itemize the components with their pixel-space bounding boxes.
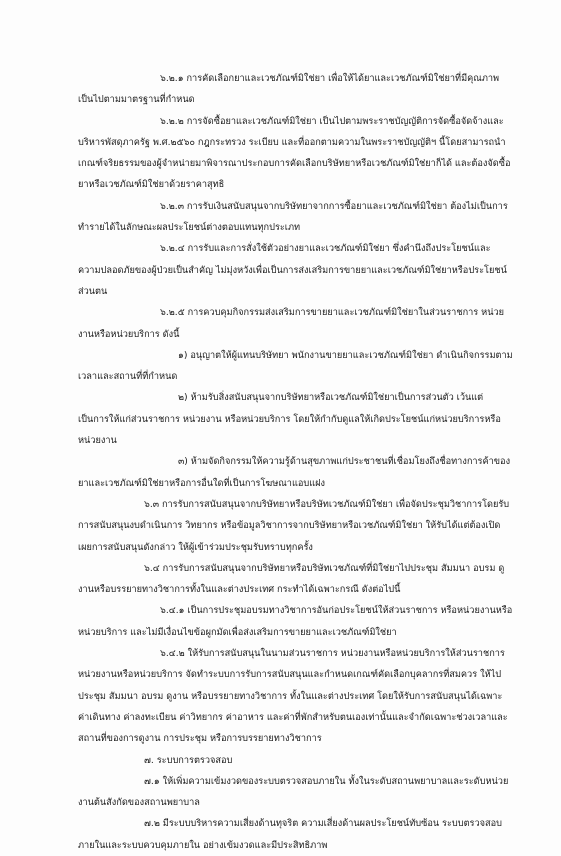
paragraph-6-2-2: ๖.๒.๒ การจัดซื้อยาและเวชภัณฑ์มิใช่ยา เป็นไปตามพระราชบัญญัติการจัดซื้อจัดจ้างและบริหารพัสดุภาครัฐ พ.ศ.๒๕๖๐ กฎกระทรวง ระเบียบ และที่ออกตามความในพระราชบัญญัติฯ นี้โดยสามารถนำเกณฑ์จริยธรรมของผู้จำหน่ายมาพิจารณาประกอบการคัดเลือกบริษัทยาหรือเวชภัณฑ์มิใช่ยาก็ได้ และต้องจัดซื้อยาหรือเวชภัณฑ์มิใช่ยาด้วยราคาสุทธิ — [78, 115, 511, 191]
paragraph-6-2-1: ๖.๒.๑ การคัดเลือกยาและเวชภัณฑ์มิใช่ยา เพื่อให้ได้ยาและเวชภัณฑ์มิใช่ยาที่มีคุณภาพ เป็นไปตามมาตรฐานที่กำหนด — [78, 73, 500, 106]
paragraph-7-1: ๗.๑ ให้เพิ่มความเข้มงวดของระบบตรวจสอบภายใน ทั้งในระดับสถานพยาบาลและระดับหน่วยงานต้นสังกัดของสถานพยาบาล — [78, 775, 509, 809]
paragraph-6-4-2: ๖.๔.๒ ให้รับการสนับสนุนในนามส่วนราชการ หน่วยงานหรือหน่วยบริการให้ส่วนราชการ หน่วยงานหรือหน่วยบริการ จัดทำระบบการรับการสนับสนุนและกำหนดเกณฑ์คัดเลือกบุคลากรที่สมควร ให้ไปประชุม สัมมนา อบรม ดูงาน หรือบรรยายทางวิชาการ ทั้งในและต่างประเทศ โดยให้รับการสนับสนุนได้เฉพาะค่าเดินทาง ค่าลงทะเบียน ค่าวิทยากร ค่าอาหาร และค่าที่พักสำหรับตนเองเท่านั้นและจำกัดเฉพาะช่วงเวลาและสถานที่ของการดูงาน การประชุม หรือการบรรยายทางวิชาการ — [78, 648, 508, 745]
paragraph-item-2: ๒) ห้ามรับสิ่งสนับสนุนจากบริษัทยาหรือเวชภัณฑ์มิใช่ยาเป็นการส่วนตัว เว้นแต่เป็นการให้แก่ส่วนราชการ หน่วยงาน หรือหน่วยบริการ โดยให้กำกับดูแลให้เกิดประโยชน์แก่หน่วยบริการหรือหน่วยงาน — [78, 392, 501, 447]
paragraph-item-3: ๓) ห้ามจัดกิจกรรมให้ความรู้ด้านสุขภาพแก่ประชาชนที่เชื่อมโยงถึงชื่อทางการค้าของยาและเวชภัณฑ์มิใช่ยาหรือการอื่นใดที่เป็นการโฆษณาแอบแฝง — [78, 456, 511, 489]
paragraph-6-3: ๖.๓ การรับการสนับสนุนจากบริษัทยาหรือบริษัทเวชภัณฑ์มิใช่ยา เพื่อจัดประชุมวิชาการโดยรับการสนับสนุนงบดำเนินการ วิทยากร หรือข้อมูลวิชาการจากบริษัทยาหรือเวชภัณฑ์มิใช่ยา ให้รับได้แต่ต้องเปิดเผยการสนับสนุนดังกล่าว ให้ผู้เข้าร่วมประชุมรับทราบทุกครั้ง — [78, 498, 510, 553]
paragraph-item-1: ๑) อนุญาตให้ผู้แทนบริษัทยา พนักงานขายยาและเวชภัณฑ์มิใช่ยา ดำเนินกิจกรรมตามเวลาและสถานที่ที่กำหนด — [78, 349, 513, 383]
section-heading-7: ๗. ระบบการตรวจสอบ — [144, 754, 233, 766]
paragraph-6-2-3: ๖.๒.๓ การรับเงินสนับสนุนจากบริษัทยาจากการซื้อยาและเวชภัณฑ์มิใช่ยา ต้องไม่เป็นการทำรายได้ในลักษณะผลประโยชน์ต่างตอบแทนทุกประเภท — [78, 200, 508, 234]
paragraph-6-4: ๖.๔ การรับการสนับสนุนจากบริษัทยาหรือบริษัทเวชภัณฑ์ที่มิใช่ยาไปประชุม สัมมนา อบรม ดูงานหรือบรรยายทางวิชาการทั้งในและต่างประเทศ กระทำได้เฉพาะกรณี ดังต่อไปนี้ — [78, 562, 505, 596]
paragraph-6-2-4: ๖.๒.๔ การรับและการสั่งใช้ตัวอย่างยาและเวชภัณฑ์มิใช่ยา ซึ่งคำนึงถึงประโยชน์และความปลอดภัยของผู้ป่วยเป็นสำคัญ ไม่มุ่งหวังเพื่อเป็นการส่งเสริมการขายยาและเวชภัณฑ์มิใช่ยาหรือประโยชน์ส่วนตน — [78, 243, 507, 297]
paragraph-7-2: ๗.๒ มีระบบบริหารความเสี่ยงด้านทุจริต ความเสี่ยงด้านผลประโยชน์ทับซ้อน ระบบตรวจสอบภายในและระบบควบคุมภายใน อย่างเข้มงวดและมีประสิทธิภาพ — [78, 818, 502, 851]
paragraph-6-2-5: ๖.๒.๕ การควบคุมกิจกรรมส่งเสริมการขายยาและเวชภัณฑ์มิใช่ยาในส่วนราชการ หน่วยงานหรือหน่วยบริการ ดังนี้ — [78, 307, 505, 340]
paragraph-6-4-1: ๖.๔.๑ เป็นการประชุมอบรมทางวิชาการอันก่อประโยชน์ให้ส่วนราชการ หรือหน่วยงานหรือหน่วยบริการ และไม่มีเงื่อนไขข้อผูกมัดเพื่อส่งเสริมการขายยาและเวชภัณฑ์มิใช่ยา — [78, 605, 513, 638]
